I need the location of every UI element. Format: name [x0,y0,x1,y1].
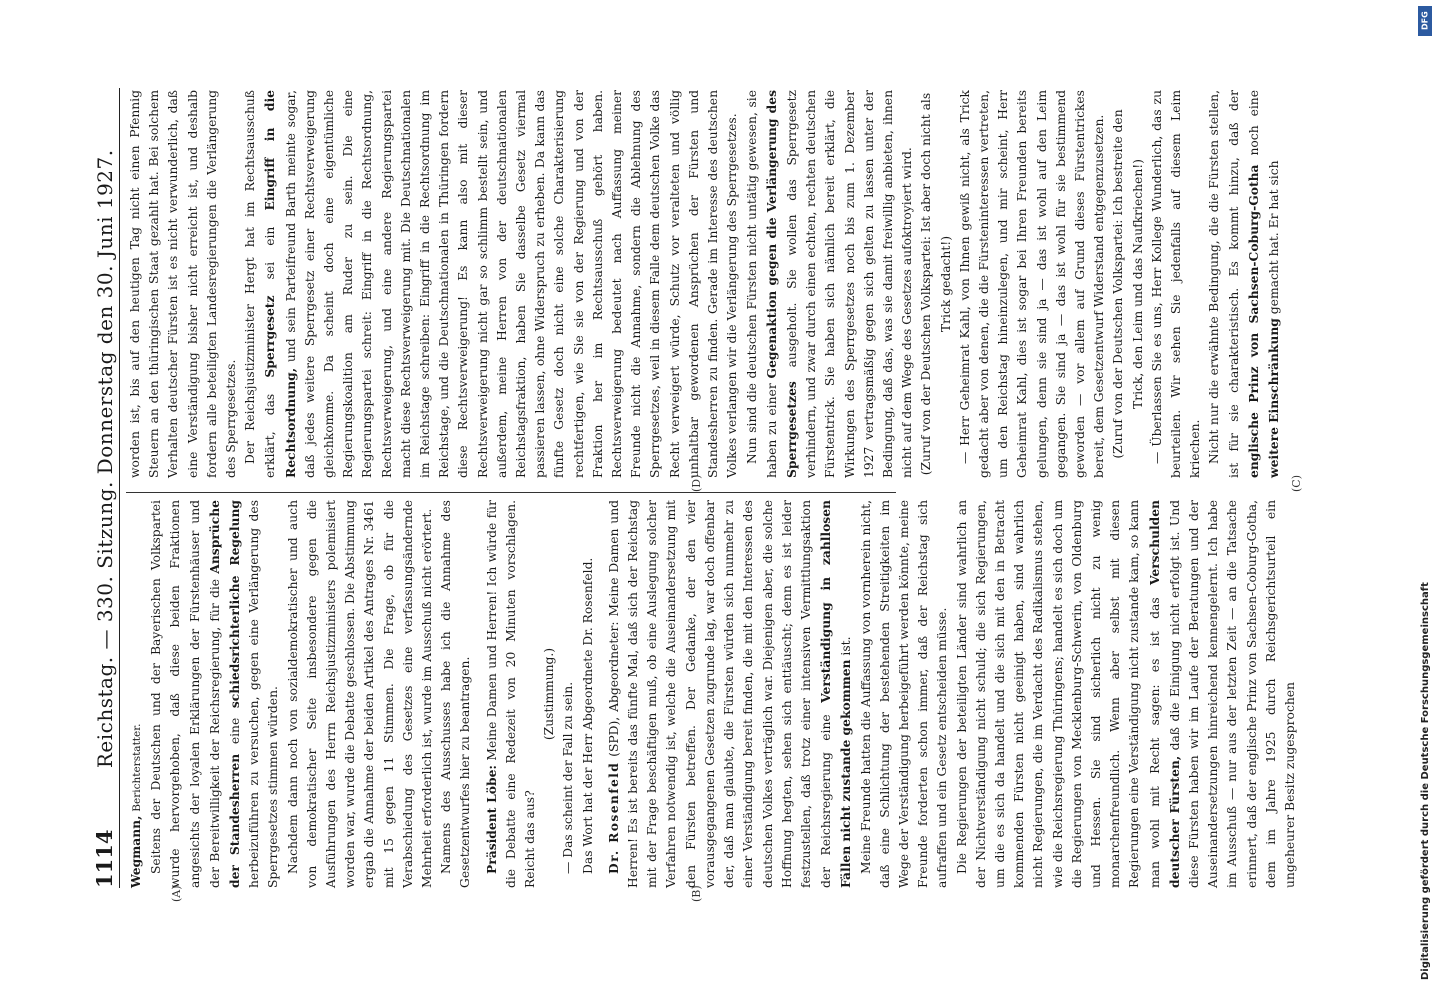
paragraph: Der Reichsjustizminister Hergt hat im Rechtsausschuß erklärt, das Sperrgesetz sei ein Eingriff in die Rechtsordnung, und sein Parteifreund Barth meinte sogar, daß jedes weitere Sperrgesetz einer Rechtsverweigerung gleichkomme. Da scheint doch eine eigentümliche Regierungskoalition am Ruder zu sein. Die eine Regierungspartei schreit: Eingriff in die Rechtsordnung, Rechtsverweigerung, und eine andere Regierungspartei macht diese Rechtsverweigerung mit. Die Deutschnationalen im Reichstage schreiben: Eingriff in die Rechtsordnung im Reichstage, und die Deutschnationalen in Thüringen fordern diese Rechtsverweigerung! Es kann also mit dieser Rechtsverweigerung nicht gar so schlimm bestellt sein, und außerdem, meine Herren von der deutschnationalen Reichstagsfraktion, haben Sie dasselbe Gesetz viermal passieren lassen, ohne Widerspruch zu erheben. Da kann das fünfte Gesetz doch nicht eine solche Charakterisierung rechtfertigen, wie Sie sie von der Regierung und von der Fraktion her im Rechtsausschuß gehört haben. Rechtsverweigerung bedeutet nach Auffassung meiner Freunde nicht die Annahme, sondern die Ablehnung des Sperrgesetzes, weil in diesem Falle dem deutschen Volke das Recht verweigert würde, Schutz vor veralteten und völlig unhaltbar gewordenen Ansprüchen der Fürsten und Standesherren zu finden. Gerade im Interesse des deutschen Volkes verlangen wir die Verlängerung des Sperrgesetzes. [243,90,740,478]
paragraph: — Herr Geheimrat Kahl, von Ihnen gewiß nicht, als Trick gedacht aber von denen, die die Fürsteninteressen vertreten, um den Reichstag hineinzulegen, und mir scheint, Herr Geheimrat Kahl, dies ist sogar bei Ihren Freunden bereits gelungen, denn sie sind ja — das ist wohl auf den Leim gegangen. Sie sind ja — das ist wohl für sie bestimmend geworden — vor allem auf Grund dieses Fürstentrickes bereit, dem Gesetzentwurf Widerstand entgegenzusetzen. [957,90,1107,478]
column-divider [126,492,896,493]
paragraph: Die Regierungen der beteiligten Länder sind wahrlich an der Nichtverständigung nicht schuld; die sich Regierungen, um die es sich da handelt und die sich mit den in Betracht kommenden Fürsten nicht geeinigt haben, sind wahrlich nicht Regierungen, die im Verdacht des Radikalismus stehen, wie die Reichsregierung Thüringens; handelt es sich doch um die Regierungen von Mecklenburg-Schwerin, von Oldenburg und Hessen. Sie sind sicherlich nicht zu wenig monarchenfreundlich. Wenn aber selbst mit diesen Regierungen eine Verständigung nicht zustande kam, so kann man wohl mit Recht sagen: es ist das Verschulden deutscher Fürsten, daß die Einigung nicht erfolgt ist. Und diese Fürsten haben wir im Laufe der Beratungen und der Auseinandersetzungen hinreichend kennengelernt. Ich habe im Ausschuß — nur aus der letzten Zeit — an die Tatsache erinnert, daß der englische Prinz von Sachsen-Coburg-Gotha, dem im Jahre 1925 durch Reichsgerichtsurteil ein ungeheurer Besitz zugesprochen [954,500,1297,888]
speaker-name: Präsident Löbe: [483,765,499,874]
speaker-name: Wegmann, [128,815,143,888]
paragraph: Namens des Ausschusses habe ich die Annahme des Gesetzentwurfes hier zu beantragen. [439,500,473,888]
interjection: (Zustimmung.) [542,647,557,741]
paragraph: Meine Freunde hatten die Auffassung von vornherein nicht, daß eine Schlichtung der bestehenden Streitigkeiten im Wege der Verständigung herbeigeführt werden könnte, meine Freunde forderten schon immer, daß der Reichstag sich aufraffen und ein Gesetz entscheiden müsse. [858,500,950,888]
running-head [90,88,120,888]
margin-marker-d: (D) [690,474,703,492]
paragraph: Nachdem dann noch von sozialdemokratischer und auch von demokratischer Seite insbesondere gegen die Ausführungen des Herrn Reichsjustizministers polemisiert worden war, wurde die Debatte geschlossen. Die Abstimmung ergab die Annahme der beiden Artikel des Antrages Nr. 3461 mit 15 gegen 11 Stimmen. Die Frage, ob für die Verabschiedung des Gesetzes eine verfassungsändernde Mehrheit erforderlich ist, wurde im Ausschuß nicht erörtert. [285,500,435,888]
margin-marker-b: (B) [690,885,703,902]
paragraph: — Überlassen Sie es uns, Herr Kollege Wunderlich, das zu beurteilen. Wir sehen Sie jedenfalls auf diesem Leim kriechen. [1149,90,1203,478]
margin-marker-c: (C) [1290,475,1303,492]
speaker-role: Berichterstatter. [131,723,143,812]
paragraph: Das Wort hat der Herr Abgeordnete Dr. Rosenfeld. [580,557,595,874]
speaker-rosenfeld: Dr. Rosenfeld (SPD), Abgeordneter: Meine Damen und Herren! Es ist bereits das fünfte Mal, daß sich der Reichstag mit der Frage beschäftigen muß, ob eine Auslegung solcher Verfahren notwendig ist, welche die Auseinandersetzung mit den Fürsten betreffen. Der Gedanke, der den vier vorausgegangenen Gesetzen zugrunde lag, war doch offenbar der, daß man glaubte, die Fürsten würden sich nunmehr zu einer Verständigung bereit finden, die mit den Interessen des deutschen Volkes verträglich war. Diejenigen aber, die solche Hoffnung hegten, sehen sich enttäuscht; denn es ist leider festzustellen, daß trotz einer intensiven Vermittlungsaktion der Reichsregierung eine Verständigung in zahllosen Fällen nicht zustande gekommen ist. [605,500,854,888]
speaker-name: Dr. Rosenfeld [605,761,621,874]
dfg-logo: DFG [1418,6,1432,36]
paragraph: worden ist, bis auf den heutigen Tag nicht einen Pfennig Steuern an den thüringischen Staat gezahlt hat. Bei solchem Verhalten deutscher Fürsten ist es nicht verwunderlich, daß eine Verständigung bisher nicht erreicht ist, und deshalb fordern alle beteiligten Landesregierungen die Verlängerung des Sperrgesetzes. [128,90,239,478]
president-statement: Präsident Löbe: Meine Damen und Herren! Ich würde für die Debatte eine Redezeit von 20 Minuten vorschlagen. Reicht das aus? [483,500,538,888]
right-column [126,90,1284,478]
page-title: Reichstag. — 330. Sitzung. Donnerstag den 30. Juni 1927. [93,149,117,769]
margin-marker-a: (A) [170,885,183,902]
left-column [126,500,1300,888]
paragraph: Nicht nur die erwähnte Bedingung, die die Fürsten stellen, ist für sie charakteristisch. Es kommt hinzu, daß der englische Prinz von Sachsen-Coburg-Gotha noch eine weitere Einschränkung gemacht hat. Er hat sich [1207,90,1281,478]
speaker-wegmann [126,500,147,888]
interjection: (Zuruf von der Deutschen Volkspartei: Ich bestreite den Trick, den Leim und das Naufkriechen!) [1111,109,1145,459]
paragraph: — Das scheint der Fall zu sein. [561,681,576,874]
paragraph: Nun sind die deutschen Fürsten nicht untätig gewesen, sie haben zu einer Gegenaktion gegen die Verlängerung des Sperrgesetzes ausgeholt. Sie wollen das Sperrgesetz verhindern, und zwar durch einen echten, rechten deutschen Fürstentrick. Sie haben sich nämlich bereit erklärt, die Wirkungen des Sperrgesetzes noch bis zum 1. Dezember 1927 vertragsmäßig gegen sich gelten zu lassen unter der Bedingung, daß das, was sie damit freiwillig anbieten, ihnen nicht auf dem Wege des Gesetzes aufoktroyiert wird. [744,90,915,478]
interjection: (Zuruf von der Deutschen Volkspartei: Ist aber doch nicht als Trick gedacht!) [919,92,953,476]
paragraph: Seitens der Deutschen und der Bayerischen Volkspartei wurde hervorgehoben, daß diese beiden Fraktionen angesichts der loyalen Erklärungen der Fürstenhäuser und der Bereitwilligkeit der Reichsregierung, für die Ansprüche der Standesherren eine schiedsrichterliche Regelung herbeizuführen zu versuchen, gegen eine Verlängerung des Sperrgesetzes stimmen würden. [149,499,281,888]
page-number: 1114 [92,829,117,888]
digitization-credit: Digitalisierung gefördert durch die Deutsche Forschungsgemeinschaft [1420,582,1431,980]
